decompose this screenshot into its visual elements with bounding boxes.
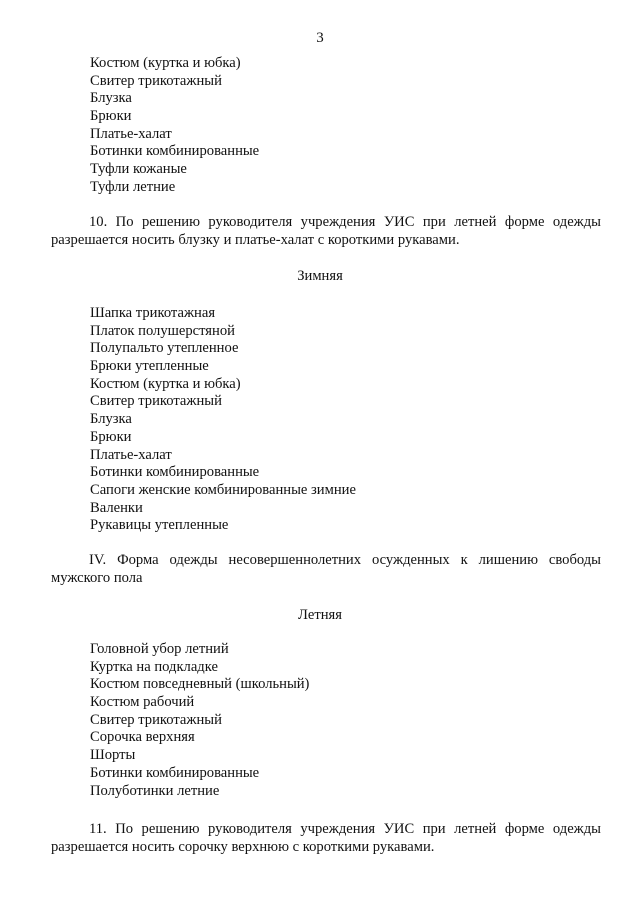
list-item: Головной убор летний (90, 641, 229, 657)
list-item: Куртка на подкладке (90, 658, 218, 675)
page-number: 3 (316, 30, 324, 46)
list-item: Костюм (куртка и юбка) (90, 55, 241, 71)
summer-heading: Летняя (298, 607, 342, 623)
list-item: Брюки утепленные (90, 358, 209, 375)
section-iv-line1: IV. Форма одежды несовершеннолетних осужденных к лишению свободы (89, 552, 601, 568)
list-item: Блузка (90, 411, 132, 428)
list-item: Сорочка верхняя (90, 729, 195, 746)
list-item: Туфли летние (90, 178, 176, 195)
list-item: Ботинки комбинированные (90, 464, 260, 481)
list-item: Свитер трикотажный (90, 711, 222, 728)
summer-clothing-list (90, 641, 309, 800)
list-item: Платье-халат (90, 446, 172, 463)
list-item: Свитер трикотажный (90, 72, 222, 89)
section-iv-title (51, 551, 601, 587)
list-item: Ботинки комбинированные (90, 764, 260, 781)
list-item: Платок полушерстяной (90, 322, 235, 339)
list-item: Сапоги женские комбинированные зимние (90, 481, 356, 498)
list-item: Костюм (куртка и юбка) (90, 375, 241, 392)
list-item: Платье-халат (90, 125, 172, 142)
paragraph-11-line2: разрешается носить сорочку верхнюю с короткими рукавами. (51, 839, 435, 855)
list-item: Костюм повседневный (школьный) (90, 676, 310, 693)
list-item: Туфли кожаные (90, 161, 187, 178)
list-item: Рукавицы утепленные (90, 517, 229, 534)
paragraph-11-line1: 11. По решению руководителя учреждения УИС при летней форме одежды (89, 821, 601, 837)
list-item: Брюки (90, 428, 132, 445)
list-item: Свитер трикотажный (90, 393, 222, 410)
paragraph-10-line2: разрешается носить блузку и платье-халат с короткими рукавами. (51, 232, 460, 248)
list-item: Полупальто утепленное (90, 340, 239, 357)
winter-heading: Зимняя (297, 268, 343, 284)
winter-clothing-list (90, 305, 356, 535)
list-item: Ботинки комбинированные (90, 143, 260, 160)
section-iv-line2: мужского пола (51, 570, 143, 586)
paragraph-10 (51, 213, 601, 249)
list-item: Костюм рабочий (90, 694, 195, 711)
paragraph-11 (51, 820, 601, 856)
clothing-list-continued (90, 55, 259, 197)
list-item: Валенки (90, 499, 143, 516)
list-item: Шорты (90, 747, 136, 764)
list-item: Полуботинки летние (90, 782, 220, 799)
list-item: Брюки (90, 108, 132, 125)
list-item: Блузка (90, 90, 132, 107)
paragraph-10-line1: 10. По решению руководителя учреждения УИС при летней форме одежды (89, 214, 601, 230)
list-item: Шапка трикотажная (90, 305, 216, 321)
